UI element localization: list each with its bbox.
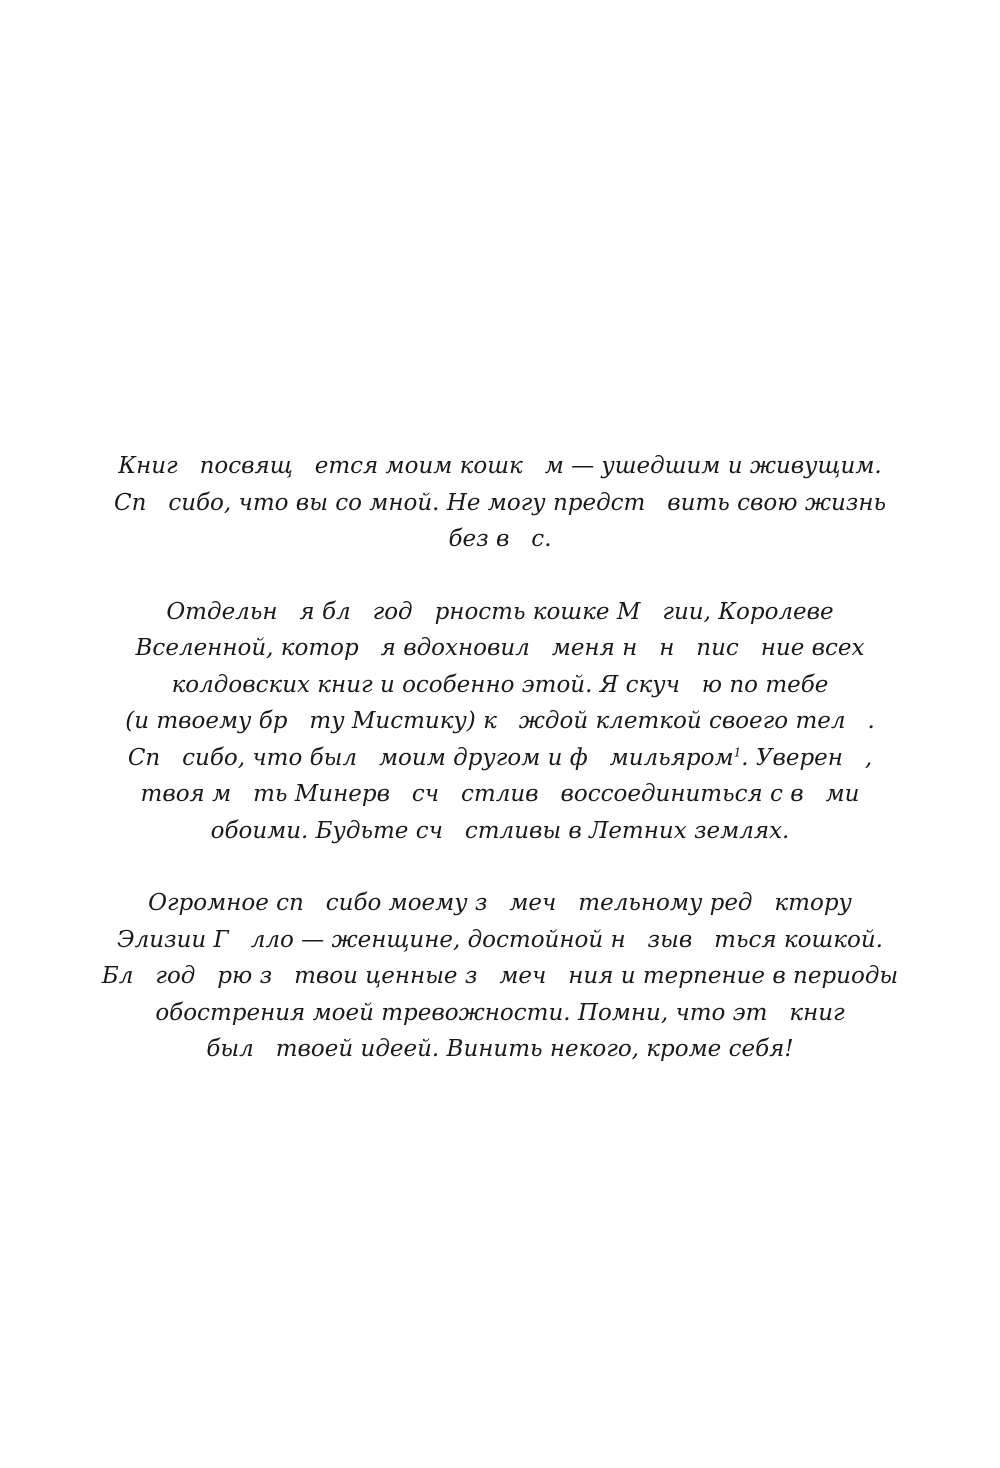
text-line-with-footnote	[100, 740, 900, 777]
dedication-text	[100, 448, 900, 1104]
paragraph-3	[100, 885, 900, 1068]
text-line: Сп сибо, что вы со мной. Не могу предст вить свою жизнь	[113, 489, 886, 516]
paragraph-1	[100, 448, 900, 558]
text-line: обоими. Будьте сч стливы в Летних землях.	[210, 817, 790, 844]
footnote-marker[interactable]: 1	[733, 744, 742, 759]
text-line: был твоей идеей. Винить некого, кроме себя!	[206, 1036, 794, 1062]
text-line: без в с.	[448, 526, 552, 552]
text-line: Элизии Г лло — женщине, достойной н зыв ться кошкой.	[117, 926, 883, 953]
text-line: Книг посвящ ется моим кошк м — ушедшим и живущим.	[118, 453, 882, 479]
paragraph-2	[100, 594, 900, 850]
text-line: Бл год рю з твои ценные з меч ния и терпение в периоды	[101, 963, 899, 989]
text-segment: . Уверен ,	[741, 744, 873, 771]
text-line: Огромное сп сибо моему з меч тельному ред ктору	[148, 890, 852, 916]
text-line: обострения моей тревожности. Помни, что эт книг	[155, 999, 845, 1026]
text-line: твоя м ть Минерв сч стлив воссоединиться с в ми	[140, 781, 860, 807]
text-line: Отдельн я бл год рность кошке М гии, Королеве	[166, 598, 834, 625]
text-line: Вселенной, котор я вдохновил меня н н пис ние всех	[135, 635, 865, 661]
text-line: (и твоему бр ту Мистику) к ждой клеткой своего тел .	[125, 708, 875, 734]
text-line: колдовских книг и особенно этой. Я скуч ю по тебе	[171, 671, 829, 698]
text-segment: Сп сибо, что был моим другом и ф мильяром	[127, 744, 734, 771]
